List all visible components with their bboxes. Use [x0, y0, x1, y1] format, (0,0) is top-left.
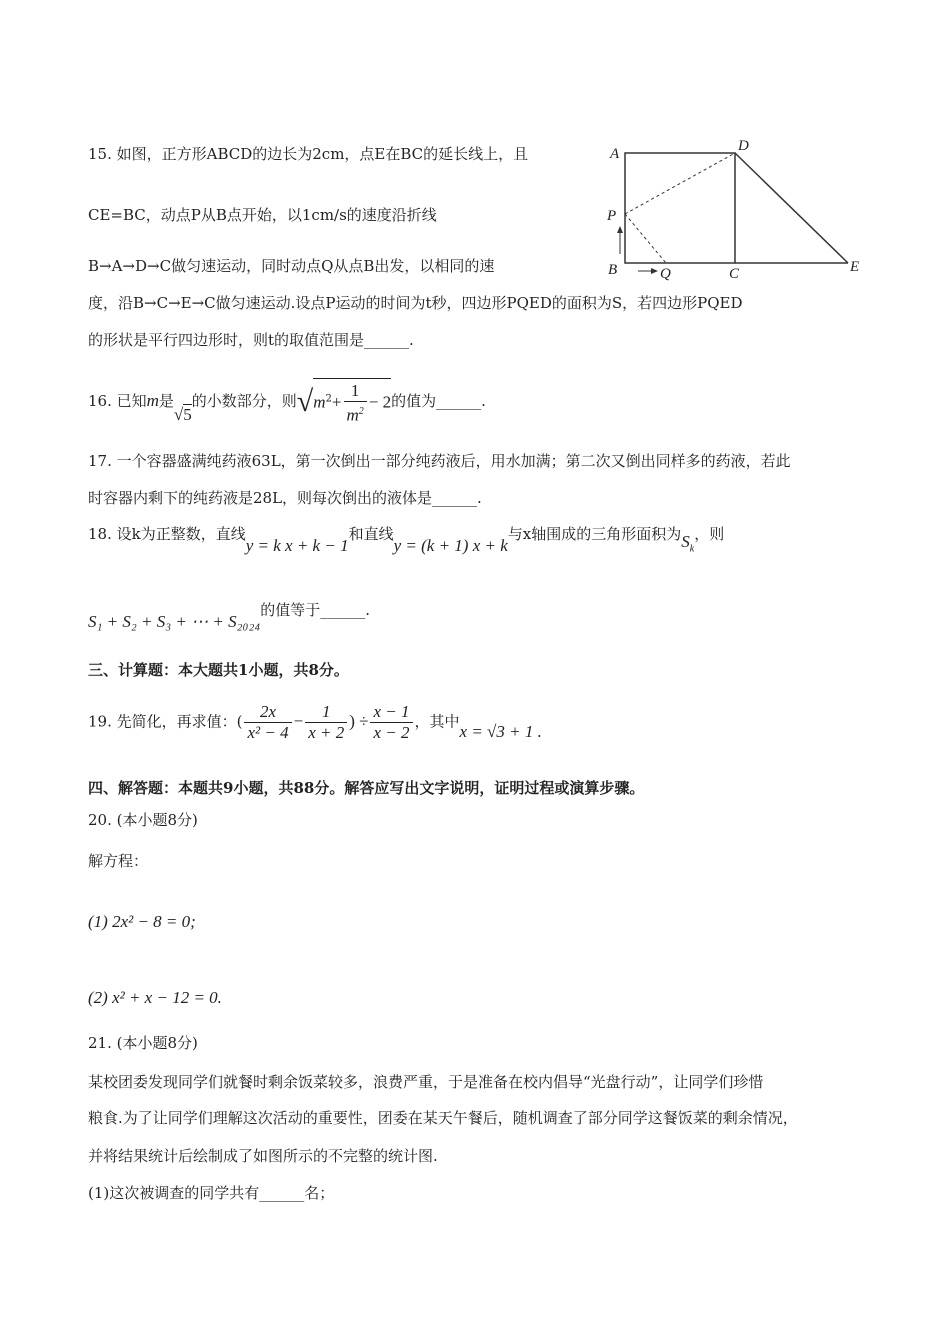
q16-suffix: 的值为______.	[391, 391, 486, 410]
q20-eq1: (1) 2x² − 8 = 0;	[88, 912, 196, 931]
label-E: E	[850, 259, 860, 275]
q16-mid2: 的小数部分，则	[191, 391, 297, 410]
q21-line1: 某校团委发现同学们就餐时剩余饭菜较多，浪费严重，于是准备在校内倡导“光盘行动”，让同学们珍惜	[88, 1073, 764, 1091]
q16-mid: 是	[158, 391, 174, 410]
q18-line: 18. 设k为正整数，直线y = k x + k − 1和直线y = (k + 1) x + k与x轴围成的三角形面积为$S_k$，则	[88, 525, 725, 555]
q16-prefix: 16. 已知	[88, 391, 147, 410]
square-figure	[600, 136, 870, 284]
q21-sub1: (1)这次被调查的同学共有______名；	[88, 1184, 335, 1202]
q16-line	[88, 378, 486, 426]
sum-expression: S₁ + S₂ + S₃ + ⋯ + S₂₀₂₄	[88, 612, 261, 631]
q19-line: 19. 先简化，再求值：( $\frac{2x}{\text{x² − 4}}$ − $\frac{1}{x + 2}$ ) ÷ $\frac{x - 1}{x - 2}$ ，其中x = √3 + 1 .	[88, 702, 542, 742]
section4-heading: 四、解答题：本题共9小题，共88分。解答应写出文字说明，证明过程或演算步骤。	[88, 779, 645, 797]
q16-m: m	[146, 390, 159, 410]
q21-line2: 粮食.为了让同学们理解这次活动的重要性，团委在某天午餐后，随机调查了部分同学这餐饭菜的剩余情况，	[88, 1109, 798, 1127]
q21-line3: 并将结果统计后绘制成了如图所示的不完整的统计图.	[88, 1147, 438, 1165]
q15-line4: 度，沿B→C→E→C做匀速运动.设点P运动的时间为t秒，四边形PQED的面积为S，若四边形PQED	[88, 294, 743, 312]
q15-line1: 15. 如图，正方形ABCD的边长为2cm，点E在BC的延长线上，且	[88, 145, 529, 163]
q18-sum-line: S₁ + S₂ + S₃ + ⋯ + S₂₀₂₄的值等于______.	[88, 601, 371, 631]
q17-line2: 时容器内剩下的纯药液是28L，则每次倒出的液体是______.	[88, 489, 482, 507]
label-A: A	[610, 146, 620, 162]
label-B: B	[608, 262, 618, 278]
sqrt-expression: $m^2+$ $\frac{1}{m^2}$ − 2	[313, 378, 391, 426]
label-P: P	[607, 208, 617, 224]
line-a: y = k x + k − 1	[245, 536, 349, 555]
line-b: y = (k + 1) x + k	[393, 536, 508, 555]
big-sqrt-sign: √	[296, 384, 314, 418]
s-k: $S_k$	[681, 532, 695, 555]
sqrt5: √5	[173, 404, 192, 424]
q20-title: 20. (本小题8分)	[88, 811, 198, 829]
label-Q: Q	[660, 266, 671, 282]
q15-line5: 的形状是平行四边形时，则t的取值范围是______.	[88, 331, 414, 349]
q20-prompt: 解方程：	[88, 852, 149, 870]
q17-line1: 17. 一个容器盛满纯药液63L，第一次倒出一部分纯药液后，用水加满；第二次又倒出同样多的药液，若此	[88, 452, 791, 470]
q21-title: 21. (本小题8分)	[88, 1034, 198, 1052]
label-C: C	[729, 266, 740, 282]
q20-eq2: (2) x² + x − 12 = 0.	[88, 988, 222, 1007]
label-D: D	[738, 138, 749, 154]
section3-heading: 三、计算题：本大题共1小题，共8分。	[88, 661, 349, 679]
q15-line2: CE=BC，动点P从B点开始，以1cm/s的速度沿折线	[88, 206, 437, 224]
q15-line3: B→A→D→C做匀速运动，同时动点Q从点B出发，以相同的速	[88, 257, 495, 275]
